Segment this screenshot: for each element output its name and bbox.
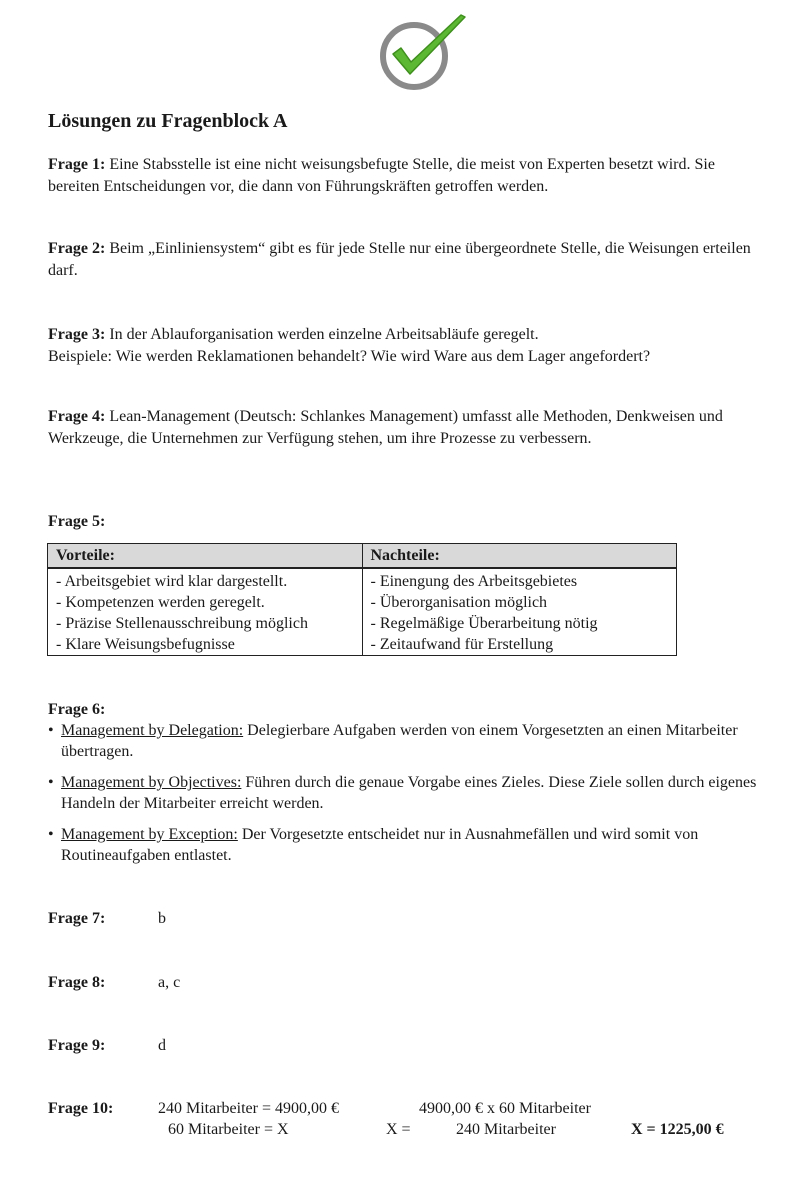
nachteile-cell (362, 568, 677, 656)
list-item (48, 720, 778, 762)
calc-x-equals: X = (386, 1121, 411, 1138)
vorteil-item: - Klare Weisungsbefugnisse (56, 636, 235, 653)
question-label: Frage 9: (48, 1037, 106, 1054)
nachteil-item: - Einengung des Arbeitsgebietes (370, 573, 578, 590)
calc-line-2: 60 Mitarbeiter = X (168, 1121, 289, 1138)
question-10 (48, 1098, 158, 1119)
answer-text: d (158, 1037, 166, 1054)
vorteil-item: - Arbeitsgebiet wird klar dargestellt. (56, 573, 288, 590)
question-label: Frage 1: (48, 156, 106, 173)
nachteile-header: Nachteile: (362, 544, 677, 569)
answer-text: Eine Stabsstelle ist eine nicht weisungsbefugte Stelle, die meist von Experten besetzt wird. Sie bereiten Entscheidungen vor, die dann von Führungskräften getroffen werden. (48, 156, 715, 195)
question-2 (48, 238, 768, 281)
nachteil-item: - Überorganisation möglich (370, 594, 548, 611)
term-description: Delegierbare Aufgaben werden von einem Vorgesetzten an einen Mitarbeiter übertragen. (61, 722, 738, 760)
bullet-icon: • (48, 722, 54, 739)
bullet-icon: • (48, 774, 54, 791)
question-label: Frage 4: (48, 408, 106, 425)
calc-line-1: 240 Mitarbeiter = 4900,00 € (158, 1100, 339, 1117)
advantages-disadvantages-table (47, 543, 677, 656)
answer-text: Lean-Management (Deutsch: Schlankes Management) umfasst alle Methoden, Denkweisen und Werkzeuge, die Unternehmen zur Verfügung stehen, um ihre Prozesse zu verbessern. (48, 408, 723, 447)
term-description: Der Vorgesetzte entscheidet nur in Ausnahmefällen und wird somit von Routineaufgaben entlastet. (61, 826, 699, 864)
question-5-label: Frage 5: (48, 513, 106, 530)
question-label: Frage 7: (48, 910, 106, 927)
answer-text: Beim „Einliniensystem“ gibt es für jede Stelle nur eine übergeordnete Stelle, die Weisungen erteilen darf. (48, 240, 751, 279)
answer-examples: Beispiele: Wie werden Reklamationen behandelt? Wie wird Ware aus dem Lager angefordert? (48, 347, 651, 365)
result-prefix: X = (631, 1121, 660, 1138)
question-1 (48, 154, 768, 197)
vorteile-header: Vorteile: (48, 544, 363, 569)
result-value: 1225,00 € (659, 1121, 724, 1138)
question-label: Frage 10: (48, 1100, 114, 1117)
question-3 (48, 324, 788, 367)
vorteil-item: - Kompetenzen werden geregelt. (56, 594, 265, 611)
fraction-numerator: 4900,00 € x 60 Mitarbeiter (419, 1100, 591, 1117)
question-9 (48, 1035, 166, 1056)
question-label: Frage 3: (48, 326, 106, 343)
management-term: Management by Delegation: (61, 722, 244, 739)
checkmark-logo-icon (377, 12, 469, 92)
bullet-icon: • (48, 826, 54, 843)
term-description: Führen durch die genaue Vorgabe eines Zieles. Diese Ziele sollen durch eigenes Handeln der Mitarbeiter erreicht werden. (61, 774, 757, 812)
list-item (48, 824, 778, 866)
management-term: Management by Exception: (61, 826, 238, 843)
management-term: Management by Objectives: (61, 774, 242, 791)
question-label: Frage 2: (48, 240, 106, 257)
vorteil-item: - Präzise Stellenausschreibung möglich (56, 615, 308, 632)
answer-text: b (158, 910, 166, 927)
nachteil-item: - Zeitaufwand für Erstellung (370, 636, 554, 653)
question-label: Frage 8: (48, 974, 106, 991)
nachteil-item: - Regelmäßige Überarbeitung nötig (370, 615, 598, 632)
fraction-denominator: 240 Mitarbeiter (456, 1121, 556, 1138)
question-8 (48, 972, 180, 993)
answer-text: In der Ablauforganisation werden einzelne Arbeitsabläufe geregelt. (105, 326, 539, 343)
list-item (48, 772, 778, 814)
question-7 (48, 908, 166, 929)
question-label: Frage 6: (48, 701, 106, 718)
page-title: Lösungen zu Fragenblock A (48, 110, 288, 132)
question-4 (48, 406, 728, 449)
calc-result (631, 1119, 724, 1140)
question-6 (48, 699, 778, 866)
answer-text: a, c (158, 974, 181, 991)
vorteile-cell (48, 568, 363, 656)
